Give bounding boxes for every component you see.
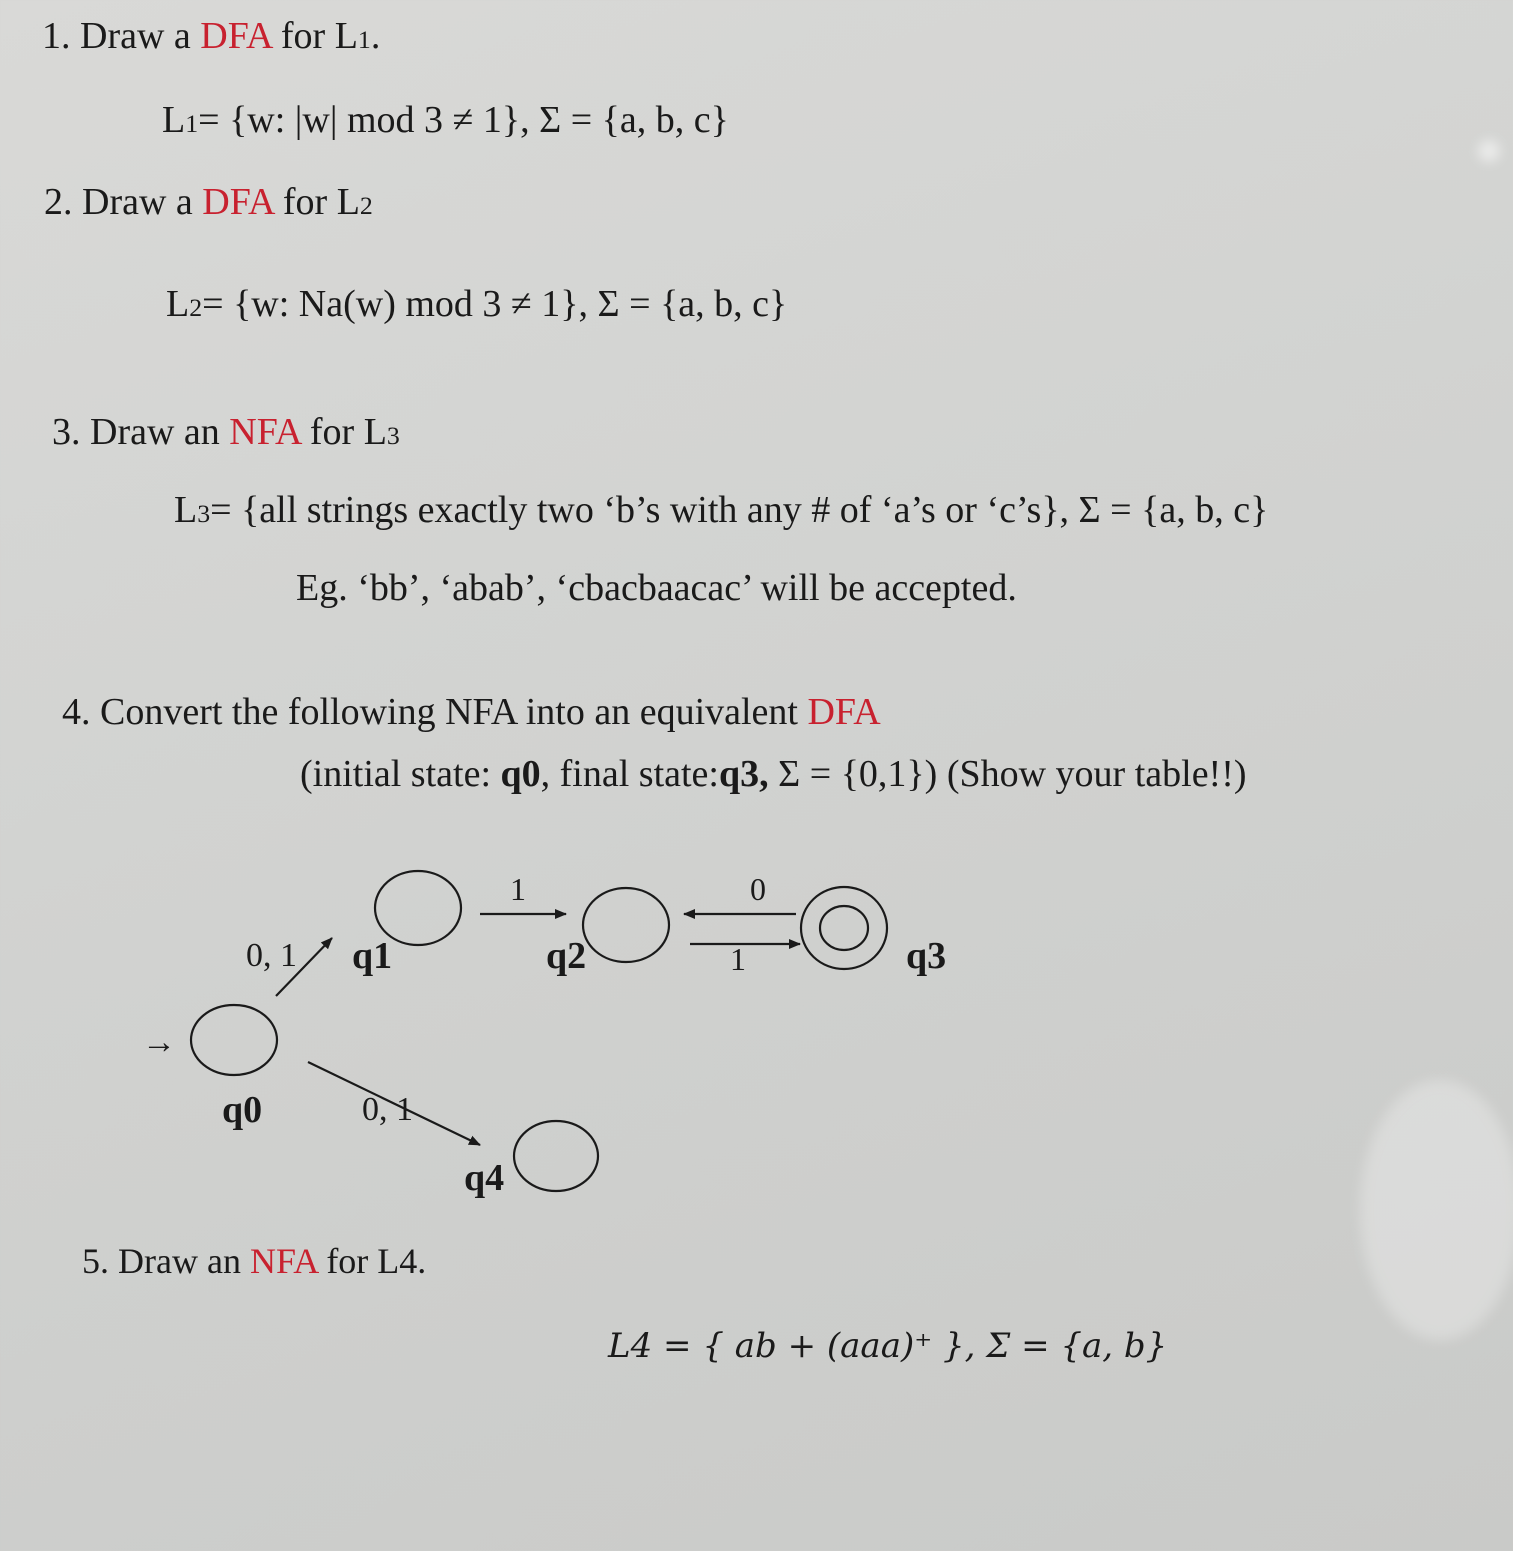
question-3: 3. Draw an NFA for L3 [52,411,400,453]
transition-q1-q2-label: 1 [510,871,526,907]
state-q1-label: q1 [352,935,393,977]
question-3-example: Eg. ‘bb’, ‘abab’, ‘cbacbaacac’ will be accepted. [296,567,1017,609]
question-1-language: L1= {w: |w| mod 3 ≠ 1}, Σ = {a, b, c} [162,99,729,141]
question-5-language: L4 = { ab + (aaa)⁺ }, Σ = {a, b} [608,1326,1168,1366]
nfa-keyword: NFA [249,1241,318,1281]
dfa-keyword: DFA [200,15,272,57]
state-q2-circle [583,888,669,962]
state-q0-label: q0 [222,1089,263,1131]
state-q3-label: q3 [906,935,947,977]
dfa-keyword: DFA [807,691,881,733]
transition-q3-q2-label: 0 [750,871,766,907]
question-3-language: L3= {all strings exactly two ‘b’s with any # of ‘a’s or ‘c’s}, Σ = {a, b, c} [174,489,1269,531]
state-q1-circle [375,871,461,945]
state-q0-circle [191,1005,277,1075]
question-2: 2. Draw a DFA for L2 [44,181,373,223]
state-q3-outer-circle [801,887,887,969]
nfa-keyword: NFA [229,411,301,453]
transition-q0-q1-label: 0, 1 [246,937,297,974]
transition-q2-q3-label: 1 [730,941,746,977]
question-4-detail: (initial state: q0, final state:q3, Σ = {0,1}) (Show your table!!) [300,753,1247,795]
question-2-language: L2= {w: Na(w) mod 3 ≠ 1}, Σ = {a, b, c} [166,283,788,325]
start-arrow: → [142,1024,176,1061]
transition-q0-q4-label: 0, 1 [362,1091,413,1128]
question-5: 5. Draw an NFA for L4. [82,1241,427,1281]
question-1: 1. Draw a DFA for L1. [42,15,381,57]
question-4: 4. Convert the following NFA into an equivalent DFA [62,691,881,733]
dfa-keyword: DFA [202,181,274,223]
state-q2-label: q2 [546,935,587,977]
state-q4-circle [514,1121,598,1191]
state-q3-inner-circle [820,906,868,950]
state-q4-label: q4 [464,1157,505,1199]
